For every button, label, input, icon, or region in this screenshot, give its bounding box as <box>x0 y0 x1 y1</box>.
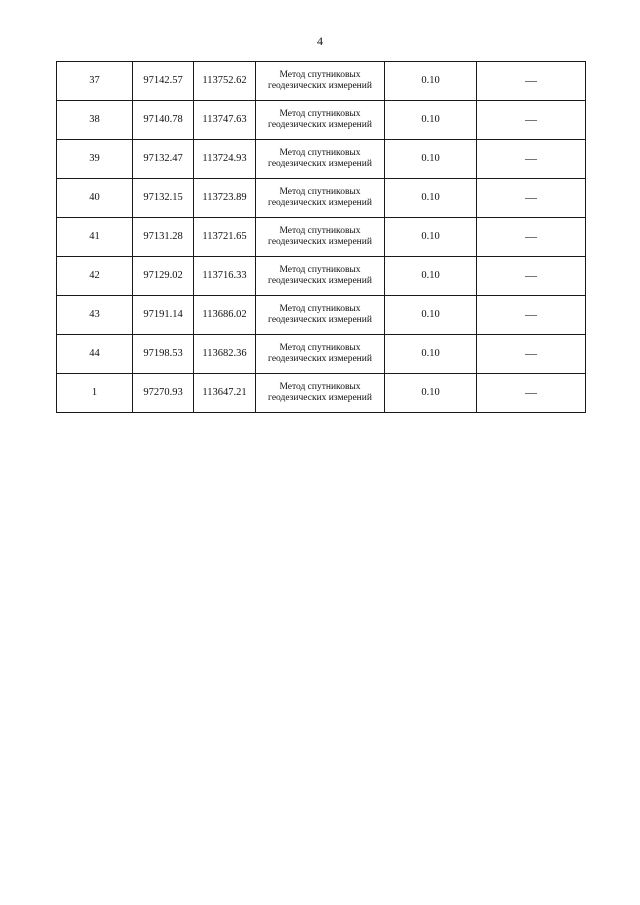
method-line-1: Метод спутниковых <box>279 109 361 119</box>
accuracy-cell: 0.10 <box>385 335 477 374</box>
accuracy-cell: 0.10 <box>385 218 477 257</box>
description-dash: — <box>525 151 537 165</box>
y-coordinate-cell: 113682.36 <box>194 335 256 374</box>
page-number: 4 <box>317 34 323 48</box>
method-line-1: Метод спутниковых <box>279 304 361 314</box>
method-cell <box>256 101 385 140</box>
method-line-1: Метод спутниковых <box>279 382 361 392</box>
description-dash: — <box>525 268 537 282</box>
x-coordinate-cell: 97129.02 <box>133 257 194 296</box>
y-coordinate-cell: 113716.33 <box>194 257 256 296</box>
description-dash: — <box>525 229 537 243</box>
table-row <box>57 335 586 374</box>
table-row <box>57 140 586 179</box>
method-line-2: геодезических измерений <box>268 198 372 208</box>
description-cell <box>477 101 586 140</box>
point-number-cell: 39 <box>57 140 133 179</box>
x-coordinate-cell: 97140.78 <box>133 101 194 140</box>
method-line-2: геодезических измерений <box>268 81 372 91</box>
coordinates-table <box>56 61 586 413</box>
x-coordinate-cell: 97132.15 <box>133 179 194 218</box>
method-cell <box>256 179 385 218</box>
method-line-2: геодезических измерений <box>268 276 372 286</box>
description-cell <box>477 140 586 179</box>
description-dash: — <box>525 307 537 321</box>
description-dash: — <box>525 346 537 360</box>
method-cell <box>256 335 385 374</box>
description-cell <box>477 179 586 218</box>
point-number-cell: 41 <box>57 218 133 257</box>
accuracy-cell: 0.10 <box>385 257 477 296</box>
method-line-1: Метод спутниковых <box>279 265 361 275</box>
y-coordinate-cell: 113747.63 <box>194 101 256 140</box>
method-cell <box>256 257 385 296</box>
description-cell <box>477 335 586 374</box>
accuracy-cell: 0.10 <box>385 374 477 413</box>
accuracy-cell: 0.10 <box>385 101 477 140</box>
x-coordinate-cell: 97142.57 <box>133 62 194 101</box>
point-number-cell: 1 <box>57 374 133 413</box>
table-row <box>57 218 586 257</box>
method-line-2: геодезических измерений <box>268 237 372 247</box>
table-row <box>57 179 586 218</box>
accuracy-cell: 0.10 <box>385 296 477 335</box>
accuracy-cell: 0.10 <box>385 140 477 179</box>
point-number-cell: 42 <box>57 257 133 296</box>
description-cell <box>477 257 586 296</box>
y-coordinate-cell: 113723.89 <box>194 179 256 218</box>
y-coordinate-cell: 113686.02 <box>194 296 256 335</box>
x-coordinate-cell: 97198.53 <box>133 335 194 374</box>
description-dash: — <box>525 73 537 87</box>
description-dash: — <box>525 190 537 204</box>
method-line-2: геодезических измерений <box>268 120 372 130</box>
method-line-2: геодезических измерений <box>268 393 372 403</box>
description-cell <box>477 62 586 101</box>
method-line-1: Метод спутниковых <box>279 187 361 197</box>
method-cell <box>256 296 385 335</box>
y-coordinate-cell: 113721.65 <box>194 218 256 257</box>
table-row <box>57 374 586 413</box>
accuracy-cell: 0.10 <box>385 62 477 101</box>
point-number-cell: 37 <box>57 62 133 101</box>
method-cell <box>256 374 385 413</box>
table-row <box>57 257 586 296</box>
y-coordinate-cell: 113724.93 <box>194 140 256 179</box>
point-number-cell: 43 <box>57 296 133 335</box>
x-coordinate-cell: 97131.28 <box>133 218 194 257</box>
method-line-1: Метод спутниковых <box>279 148 361 158</box>
x-coordinate-cell: 97132.47 <box>133 140 194 179</box>
method-line-2: геодезических измерений <box>268 159 372 169</box>
table-row <box>57 62 586 101</box>
accuracy-cell: 0.10 <box>385 179 477 218</box>
coordinates-table-body <box>57 62 586 413</box>
method-cell <box>256 218 385 257</box>
table-row <box>57 296 586 335</box>
description-dash: — <box>525 112 537 126</box>
method-line-2: геодезических измерений <box>268 354 372 364</box>
method-line-1: Метод спутниковых <box>279 343 361 353</box>
point-number-cell: 38 <box>57 101 133 140</box>
x-coordinate-cell: 97191.14 <box>133 296 194 335</box>
method-line-2: геодезических измерений <box>268 315 372 325</box>
table-row <box>57 101 586 140</box>
description-dash: — <box>525 385 537 399</box>
method-line-1: Метод спутниковых <box>279 226 361 236</box>
method-line-1: Метод спутниковых <box>279 70 361 80</box>
point-number-cell: 44 <box>57 335 133 374</box>
y-coordinate-cell: 113752.62 <box>194 62 256 101</box>
description-cell <box>477 374 586 413</box>
method-cell <box>256 62 385 101</box>
method-cell <box>256 140 385 179</box>
description-cell <box>477 218 586 257</box>
description-cell <box>477 296 586 335</box>
y-coordinate-cell: 113647.21 <box>194 374 256 413</box>
point-number-cell: 40 <box>57 179 133 218</box>
x-coordinate-cell: 97270.93 <box>133 374 194 413</box>
